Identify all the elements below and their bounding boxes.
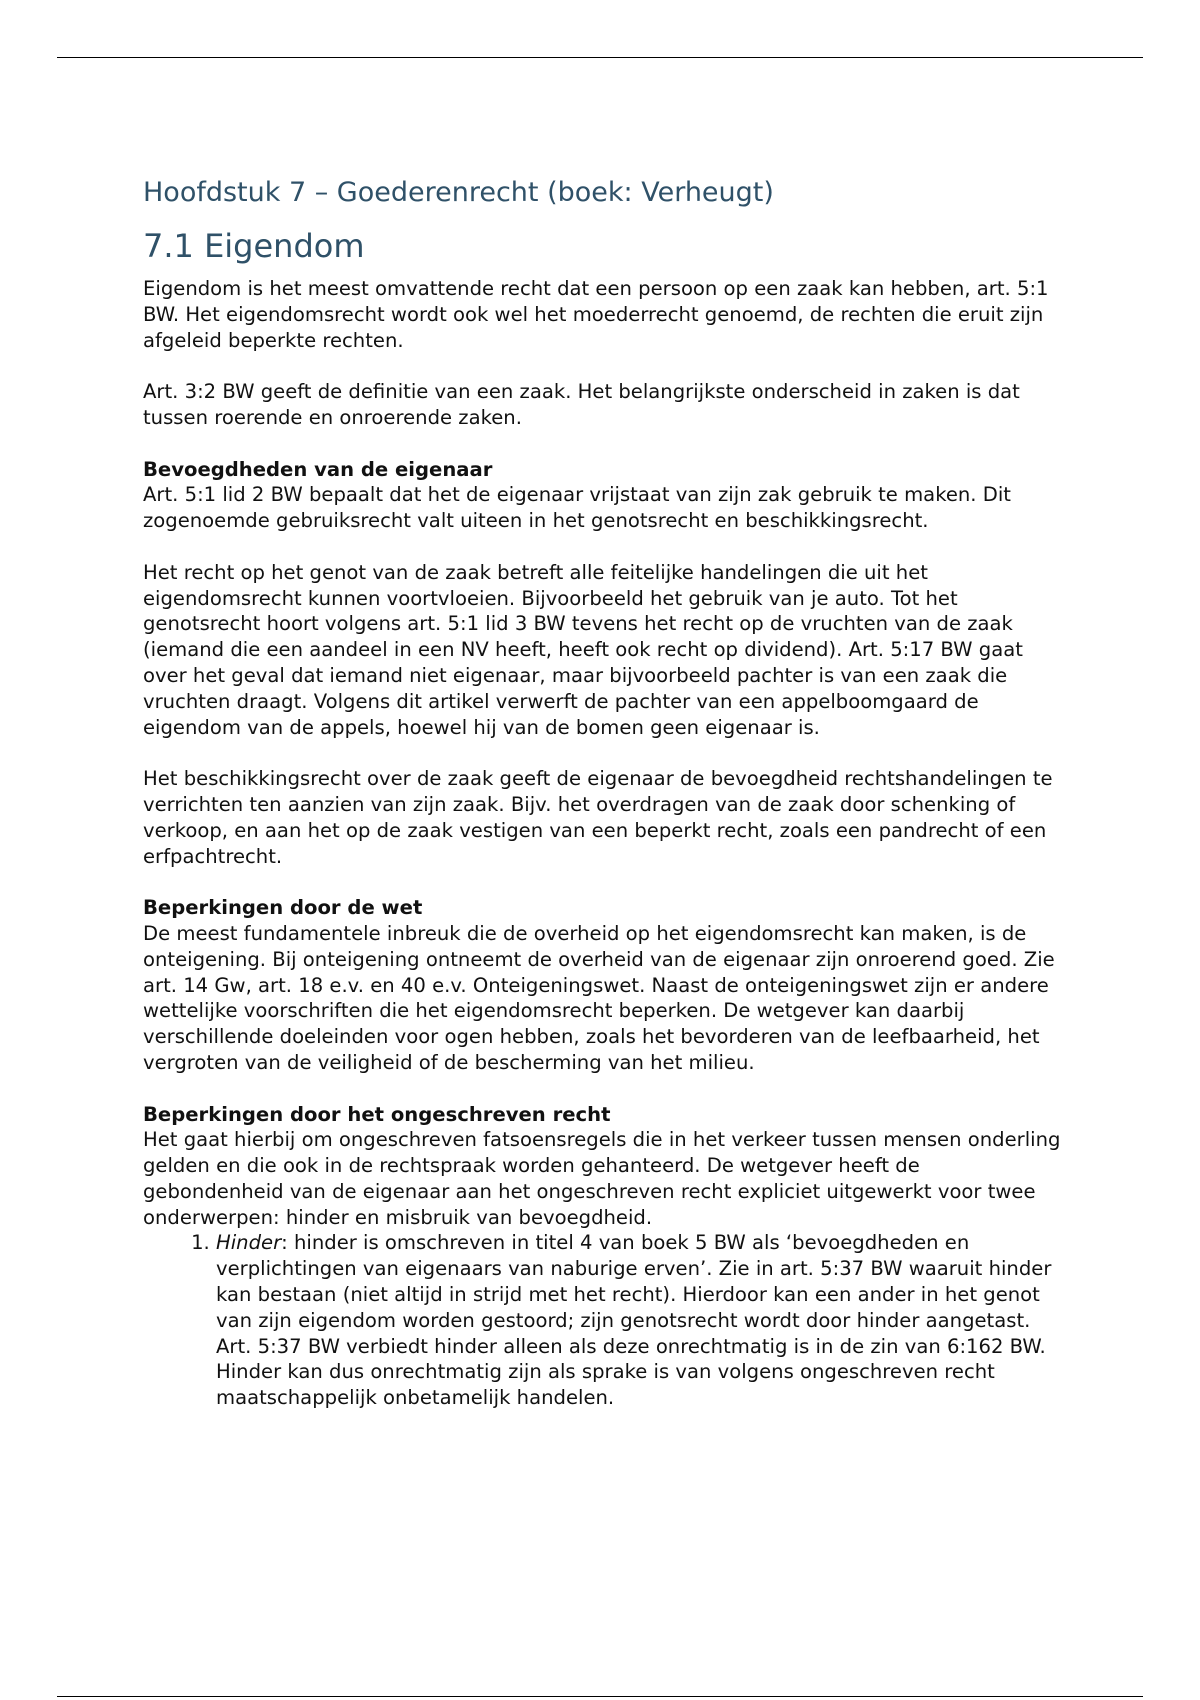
- header-rule: [57, 57, 1143, 58]
- paragraph: Art. 3:2 BW geeft de definitie van een zaak. Het belangrijkste onderscheid in zaken is dat tussen roerende en onroerende zaken.: [143, 380, 1020, 429]
- list-item-text: : hinder is omschreven in titel 4 van boek 5 BW als ‘bevoegdheden en verplichtingen van eigenaars van naburige erven’. Zie in art. 5:37 BW waaruit hinder kan bestaan (niet altijd in strijd met het recht). Hierdoor kan een ander in het genot van zijn eigendom worden gestoord; zijn genotsrecht wordt door hinder aangetast. Art. 5:37 BW verbiedt hinder alleen als deze onrechtmatig is in de zin van 6:162 BW. Hinder kan dus onrechtmatig zijn als sprake is van volgens ongeschreven recht maatschappelijk onbetamelijk handelen.: [216, 1231, 1052, 1410]
- paragraph: Het beschikkingsrecht over de zaak geeft de eigenaar de bevoegdheid rechtshandelingen te verrichten ten aanzien van zijn zaak. Bijv. het overdragen van de zaak door schenking of verkoop, en aan het op de zaak vestigen van een beperkt recht, zoals een pandrecht of een erfpachtrecht.: [143, 767, 1053, 868]
- footer-rule: [57, 1696, 1143, 1697]
- subsection-heading: Beperkingen door de wet: [143, 896, 423, 920]
- paragraph: Eigendom is het meest omvattende recht dat een persoon op een zaak kan hebben, art. 5:1 BW. Het eigendomsrecht wordt ook wel het moederrecht genoemd, de rechten die eruit zijn afgeleid beperkte rechten.: [143, 277, 1049, 352]
- list-item: [216, 1230, 1063, 1411]
- paragraph: Art. 5:1 lid 2 BW bepaalt dat het de eigenaar vrijstaat van zijn zak gebruik te maken. Dit zogenoemde gebruiksrecht valt uiteen in het genotsrecht en beschikkingsrecht.: [143, 483, 1011, 533]
- paragraph: De meest fundamentele inbreuk die de overheid op het eigendomsrecht kan maken, is de onteigening. Bij onteigening ontneemt de overheid van de eigenaar zijn onroerend goed. Zie art. 14 Gw, art. 18 e.v. en 40 e.v. Onteigeningswet. Naast de onteigeningswet zijn er andere wettelijke voorschriften die het eigendomsrecht beperken. De wetgever kan daarbij verschillende doeleinden voor ogen hebben, zoals het bevorderen van de leefbaarheid, het vergroten van de veiligheid of de bescherming van het milieu.: [143, 921, 1055, 1074]
- numbered-list: [143, 1230, 1063, 1411]
- paragraph: Het gaat hierbij om ongeschreven fatsoensregels die in het verkeer tussen mensen onderling gelden en die ook in de rechtspraak worden gehanteerd. De wetgever heeft de gebondenheid van de eigenaar aan het ongeschreven recht expliciet uitgewerkt voor twee onderwerpen: hinder en misbruik van bevoegdheid.: [143, 1128, 1061, 1229]
- subsection-heading: Beperkingen door het ongeschreven recht: [143, 1102, 611, 1126]
- list-item-term: Hinder: [216, 1231, 282, 1255]
- section-title: 7.1 Eigendom: [143, 227, 365, 265]
- subsection-heading: Bevoegdheden van de eigenaar: [143, 457, 493, 481]
- document-body: [143, 176, 1063, 1411]
- paragraph: Het recht op het genot van de zaak betreft alle feitelijke handelingen die uit het eigendomsrecht kunnen voortvloeien. Bijvoorbeeld het gebruik van je auto. Tot het genotsrecht hoort volgens art. 5:1 lid 3 BW tevens het recht op de vruchten van de zaak (iemand die een aandeel in een NV heeft, heeft ook recht op dividend). Art. 5:17 BW gaat over het geval dat iemand niet eigenaar, maar bijvoorbeeld pachter is van een zaak die vruchten draagt. Volgens dit artikel verwerft de pachter van een appelboomgaard de eigendom van de appels, hoewel hij van de bomen geen eigenaar is.: [143, 560, 1023, 739]
- chapter-title: Hoofdstuk 7 – Goederenrecht (boek: Verheugt): [143, 177, 774, 208]
